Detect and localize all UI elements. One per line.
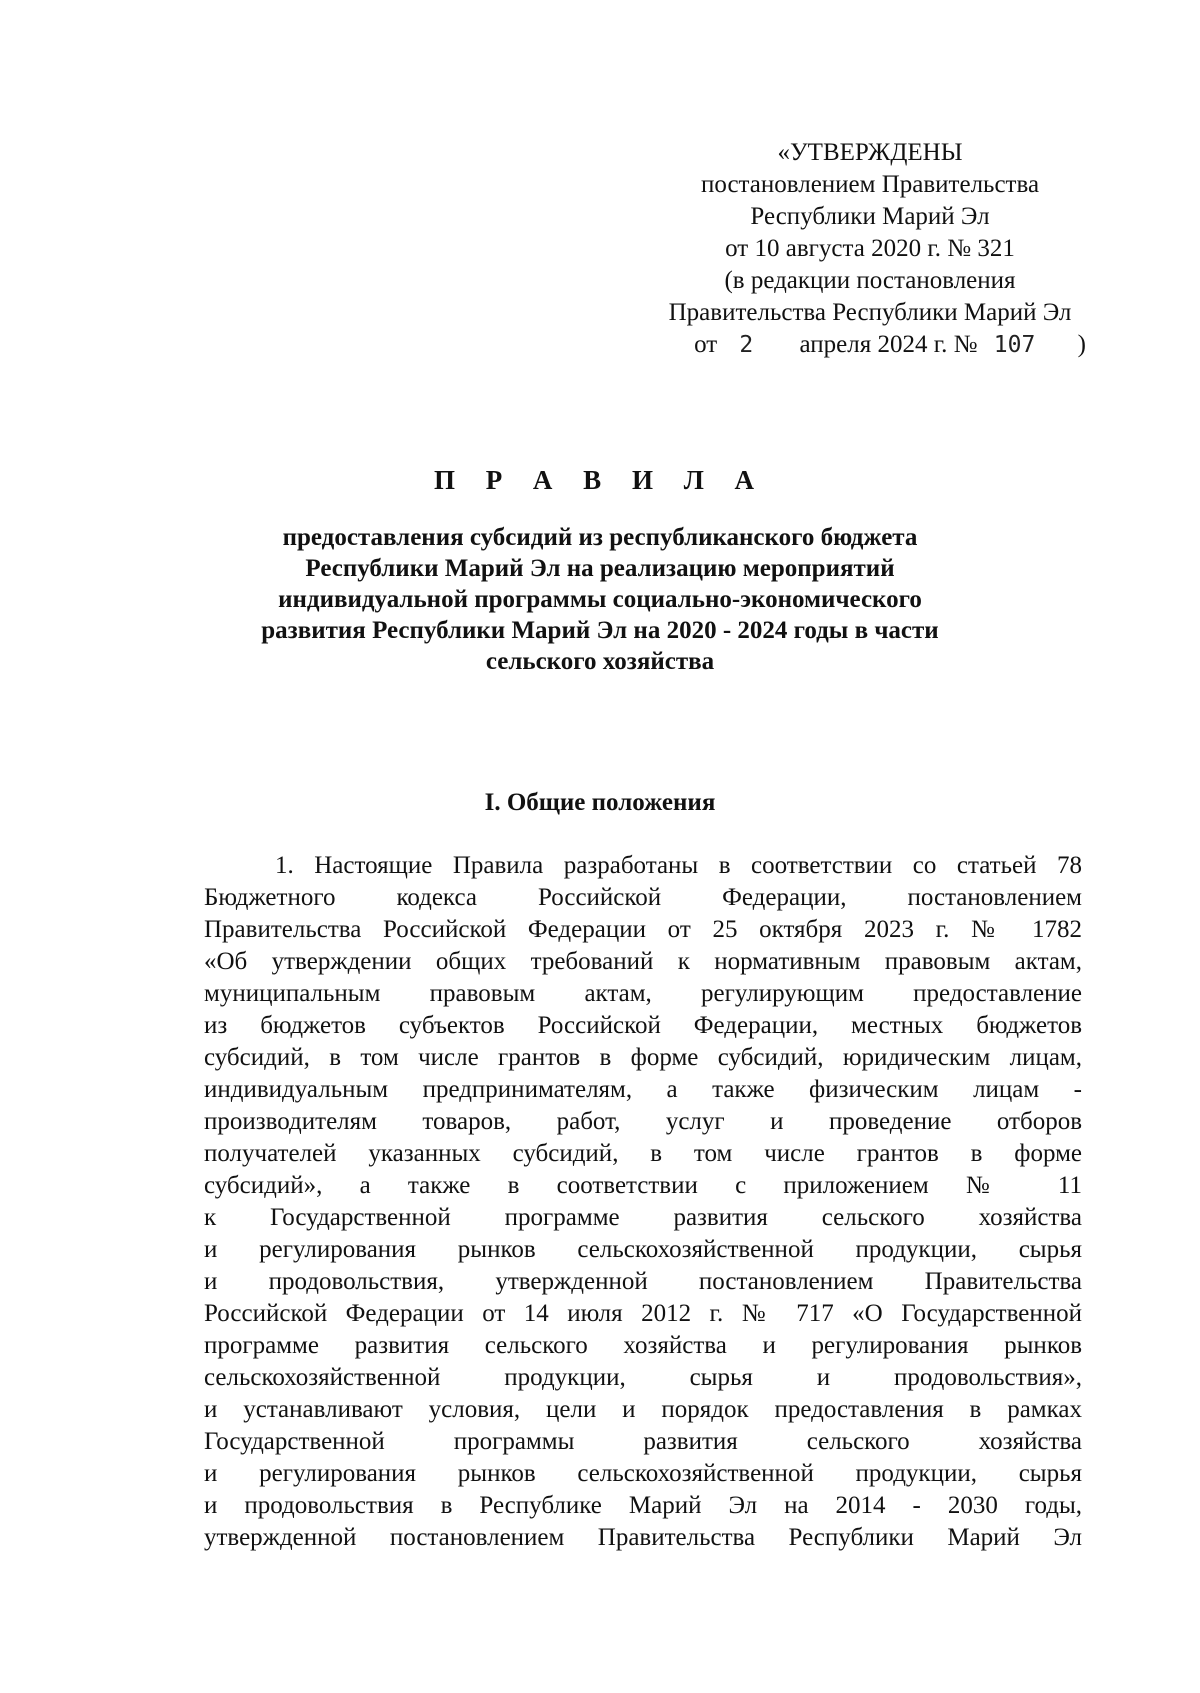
subtitle-line: развития Республики Марий Эл на 2020 - 2024 годы в части (261, 617, 939, 644)
amendment-prefix: от (694, 331, 718, 358)
paragraph-line: и продовольствия в Республике Марий Эл на 2014 - 2030 годы, (204, 1492, 1082, 1519)
paragraph-line: сельскохозяйственной продукции, сырья и продовольствия», (204, 1364, 1082, 1391)
amendment-month-year: апреля 2024 г. № (799, 331, 978, 358)
subtitle-line: индивидуальной программы социально-экономического (278, 586, 922, 613)
paragraph-line: утвержденной постановлением Правительства Республики Марий Эл (204, 1524, 1082, 1551)
paragraph-line: к Государственной программе развития сельского хозяйства (204, 1204, 1082, 1231)
paragraph-line: и устанавливают условия, цели и порядок предоставления в рамках (204, 1396, 1082, 1423)
paragraph-1 (204, 850, 1082, 1554)
paragraph-line: Правительства Российской Федерации от 25 октября 2023 г. № 1782 (204, 916, 1082, 943)
amendment-suffix: ) (1077, 331, 1086, 358)
paragraph-line: из бюджетов субъектов Российской Федерации, местных бюджетов (204, 1012, 1082, 1039)
document-subtitle (200, 522, 1000, 677)
paragraph-line: 1. Настоящие Правила разработаны в соответствии со статьей 78 (275, 852, 1082, 879)
paragraph-line: Бюджетного кодекса Российской Федерации, постановлением (204, 884, 1082, 911)
amendment-number: 107 (993, 332, 1036, 358)
approval-line-amendment (600, 329, 1140, 361)
approval-line-government: Правительства Республики Марий Эл (668, 299, 1072, 326)
paragraph-line: «Об утверждении общих требований к нормативным правовым актам, (204, 948, 1082, 975)
paragraph-line: Государственной программы развития сельского хозяйства (204, 1428, 1082, 1455)
paragraph-line: и регулирования рынков сельскохозяйственной продукции, сырья (204, 1236, 1082, 1263)
paragraph-line: Российской Федерации от 14 июля 2012 г. № 717 «О Государственной (204, 1300, 1082, 1327)
approval-line-resolution: постановлением Правительства (700, 171, 1040, 198)
subtitle-line: Республики Марий Эл на реализацию мероприятий (305, 555, 895, 582)
approval-line-edition: (в редакции постановления (724, 267, 1016, 294)
paragraph-line: программе развития сельского хозяйства и регулирования рынков (204, 1332, 1082, 1359)
paragraph-line: субсидий», а также в соответствии с приложением № 11 (204, 1172, 1082, 1199)
subtitle-line: предоставления субсидий из республиканского бюджета (282, 524, 918, 551)
paragraph-line: и продовольствия, утвержденной постановлением Правительства (204, 1268, 1082, 1295)
paragraph-line: и регулирования рынков сельскохозяйственной продукции, сырья (204, 1460, 1082, 1487)
paragraph-line: производителям товаров, работ, услуг и проведение отборов (204, 1108, 1082, 1135)
approval-line-date: от 10 августа 2020 г. № 321 (725, 235, 1015, 262)
paragraph-line: субсидий, в том числе грантов в форме субсидий, юридическим лицам, (204, 1044, 1082, 1071)
subtitle-line: сельского хозяйства (485, 648, 715, 675)
paragraph-line: муниципальным правовым актам, регулирующим предоставление (204, 980, 1082, 1007)
amendment-day: 2 (739, 332, 754, 358)
paragraph-line: получателей указанных субсидий, в том числе грантов в форме (204, 1140, 1082, 1167)
document-title: П Р А В И Л А (433, 465, 767, 495)
paragraph-line: индивидуальным предпринимателям, а также физическим лицам - (204, 1076, 1082, 1103)
approval-block (600, 137, 1140, 361)
section-heading: I. Общие положения (484, 789, 716, 816)
approval-line-republic: Республики Марий Эл (750, 203, 990, 230)
approval-heading: «УТВЕРЖДЕНЫ (777, 139, 963, 166)
